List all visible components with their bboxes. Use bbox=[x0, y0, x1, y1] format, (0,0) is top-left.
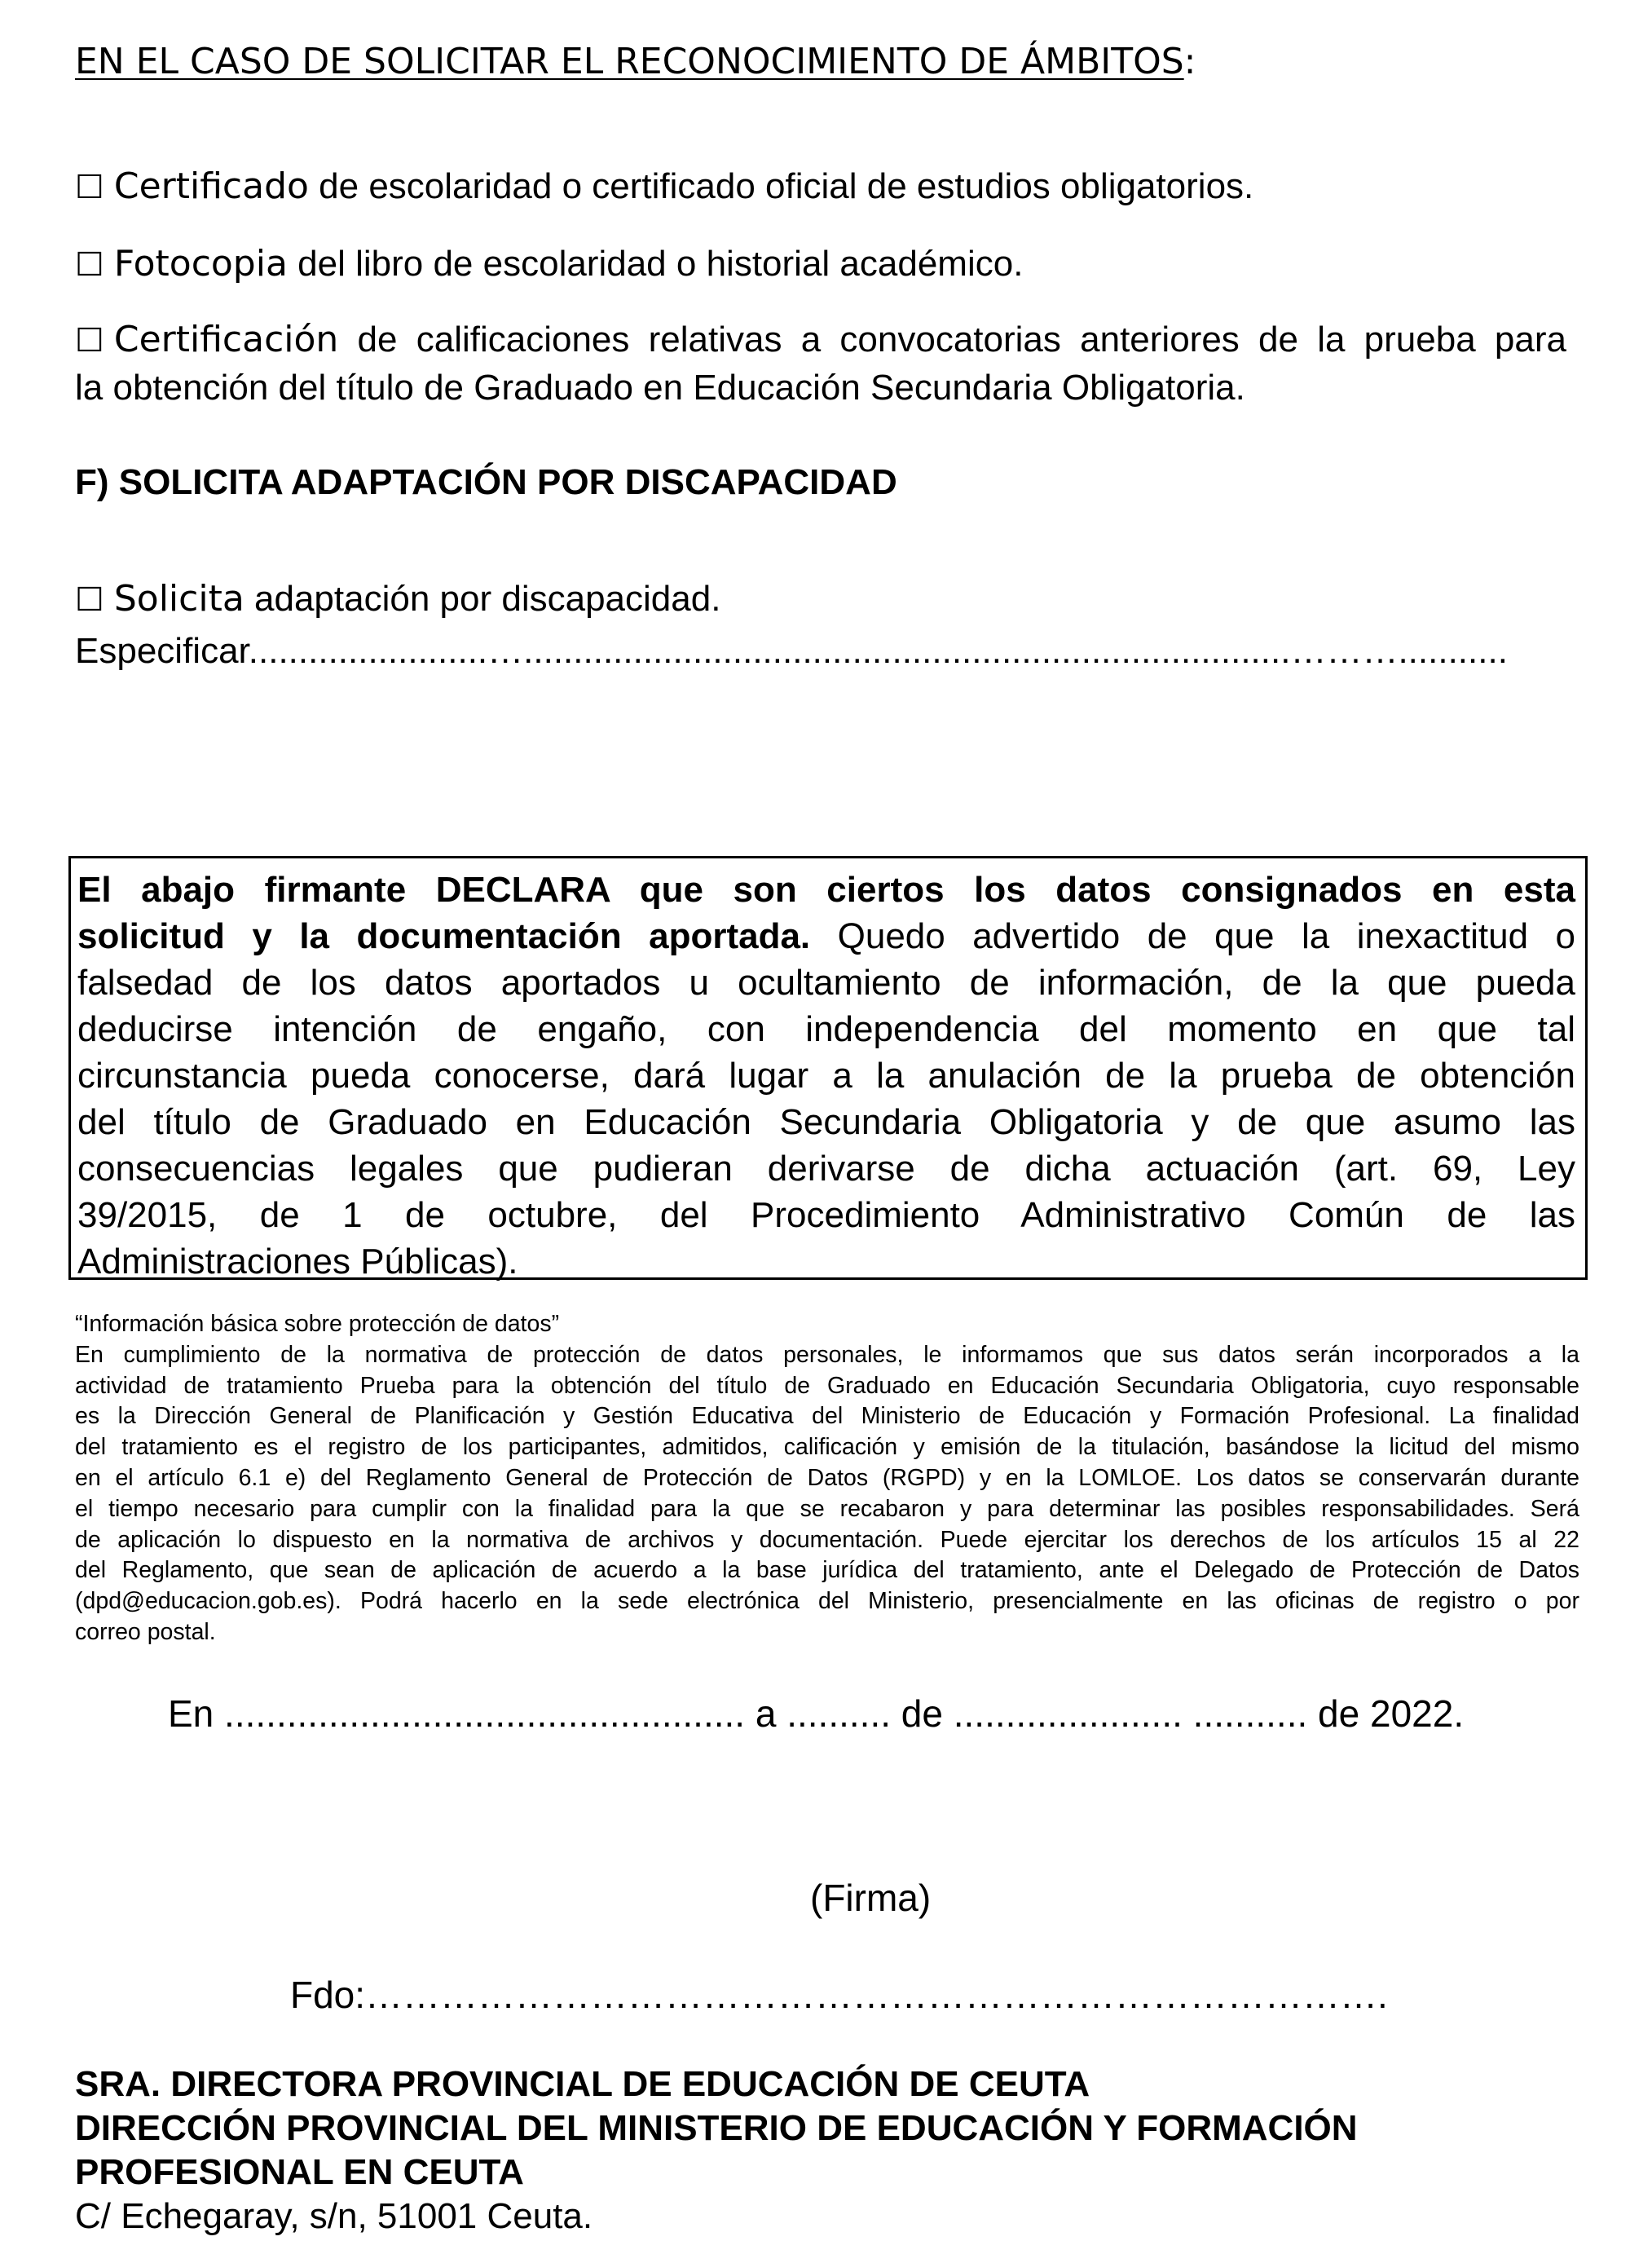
ambitos-heading bbox=[75, 41, 1196, 82]
declaration-line: Administraciones Públicas). bbox=[77, 1242, 518, 1281]
footer-direction-cont: PROFESIONAL EN CEUTA bbox=[75, 2152, 524, 2192]
option-discapacidad-lead: Solicita bbox=[113, 578, 244, 620]
privacy-title: “Información básica sobre protección de datos” bbox=[75, 1311, 560, 1337]
option-certificacion-cont: la obtención del título de Graduado en Educación Secundaria Obligatoria. bbox=[75, 368, 1245, 408]
privacy-line: actividad de tratamiento Prueba para la obtención del título de Graduado en Educación Secundaria Obligatoria, cuyo responsable bbox=[75, 1372, 1579, 1399]
option-certificado bbox=[75, 163, 1253, 211]
section-f-heading: F) SOLICITA ADAPTACIÓN POR DISCAPACIDAD bbox=[75, 462, 897, 502]
privacy-line: de aplicación lo dispuesto en la normativa de archivos y documentación. Puede ejercitar los derechos de los artículos 15 al 22 bbox=[75, 1526, 1579, 1553]
specify-label: Especificar bbox=[75, 631, 249, 671]
privacy-line: En cumplimiento de la normativa de protección de datos personales, le informamos que sus datos serán incorporados a la bbox=[75, 1341, 1579, 1368]
declaration-line2-rest: Quedo advertido de que la inexactitud o bbox=[810, 916, 1576, 956]
footer-address-block bbox=[75, 2062, 1358, 2239]
specify-dots: ........................….............................................................................………........... bbox=[248, 631, 1508, 671]
declaration-line: del título de Graduado en Educación Secundaria Obligatoria y de que asumo las bbox=[77, 1102, 1575, 1142]
checkbox-fotocopia[interactable]: ☐ bbox=[75, 246, 104, 284]
privacy-line: el tiempo necesario para cumplir con la finalidad para la que se recabaron y para determinar las posibles responsabilidades. Será bbox=[75, 1495, 1579, 1522]
privacy-line: (dpd@educacion.gob.es). Podrá hacerlo en la sede electrónica del Ministerio, presencialmente en las oficinas de registro o por bbox=[75, 1588, 1579, 1615]
fdo-line[interactable]: Fdo:………………………………………………………………………. bbox=[290, 1974, 1388, 2016]
footer-direction: DIRECCIÓN PROVINCIAL DEL MINISTERIO DE EDUCACIÓN Y FORMACIÓN bbox=[75, 2108, 1358, 2148]
checkbox-certificado[interactable]: ☐ bbox=[75, 169, 104, 206]
declaration-box bbox=[68, 856, 1588, 1280]
option-discapacidad-rest: adaptación por discapacidad. bbox=[244, 579, 721, 619]
privacy-info bbox=[75, 1309, 1579, 1648]
option-certificacion-rest: de calificaciones relativas a convocatorias anteriores de la prueba para bbox=[338, 320, 1566, 360]
ambitos-heading-colon: : bbox=[1183, 41, 1196, 82]
declaration-bold-line1: El abajo firmante DECLARA que son ciertos los datos consignados en esta bbox=[77, 870, 1575, 910]
option-fotocopia bbox=[75, 240, 1023, 289]
footer-recipient: SRA. DIRECTORA PROVINCIAL DE EDUCACIÓN DE CEUTA bbox=[75, 2064, 1090, 2104]
footer-address: C/ Echegaray, s/n, 51001 Ceuta. bbox=[75, 2196, 593, 2236]
option-certificacion bbox=[75, 316, 1566, 412]
option-fotocopia-rest: del libro de escolaridad o historial académico. bbox=[287, 244, 1024, 284]
option-fotocopia-lead: Fotocopia bbox=[113, 243, 288, 285]
option-certificacion-lead: Certificación bbox=[113, 319, 339, 360]
privacy-line: correo postal. bbox=[75, 1618, 216, 1645]
privacy-line: en el artículo 6.1 e) del Reglamento General de Protección de Datos (RGPD) y en la LOMLOE. Los datos se conservarán durante bbox=[75, 1464, 1579, 1491]
declaration-line: 39/2015, de 1 de octubre, del Procedimiento Administrativo Común de las bbox=[77, 1195, 1575, 1235]
declaration-line: falsedad de los datos aportados u ocultamiento de información, de la que pueda bbox=[77, 963, 1575, 1003]
declaration-line: deducirse intención de engaño, con independencia del momento en que tal bbox=[77, 1009, 1575, 1049]
declaration-bold-line2: solicitud y la documentación aportada. bbox=[77, 916, 811, 956]
ambitos-heading-text: EN EL CASO DE SOLICITAR EL RECONOCIMIENTO DE ÁMBITOS bbox=[75, 41, 1184, 82]
declaration-line: circunstancia pueda conocerse, dará lugar a la anulación de la prueba de obtención bbox=[77, 1056, 1575, 1096]
option-certificado-lead: Certificado bbox=[113, 165, 309, 207]
option-certificado-rest: de escolaridad o certificado oficial de estudios obligatorios. bbox=[308, 166, 1254, 206]
checkbox-certificacion[interactable]: ☐ bbox=[75, 322, 104, 360]
place-date-line[interactable]: En .................................................. a .......... de ...................... ........... de 2022. bbox=[168, 1692, 1465, 1735]
firma-label: (Firma) bbox=[810, 1877, 932, 1919]
checkbox-discapacidad[interactable]: ☐ bbox=[75, 581, 104, 619]
declaration-line: consecuencias legales que pudieran derivarse de dicha actuación (art. 69, Ley bbox=[77, 1149, 1575, 1189]
privacy-line: es la Dirección General de Planificación y Gestión Educativa del Ministerio de Educación y Formación Profesional. La finalidad bbox=[75, 1403, 1579, 1430]
option-discapacidad bbox=[75, 576, 720, 624]
privacy-line: del Reglamento, que sean de aplicación de acuerdo a la base jurídica del tratamiento, ante el Delegado de Protección de Datos bbox=[75, 1557, 1579, 1584]
specify-field[interactable] bbox=[75, 628, 1566, 675]
privacy-line: del tratamiento es el registro de los participantes, admitidos, calificación y emisión de la titulación, basándose la licitud del mismo bbox=[75, 1434, 1579, 1461]
